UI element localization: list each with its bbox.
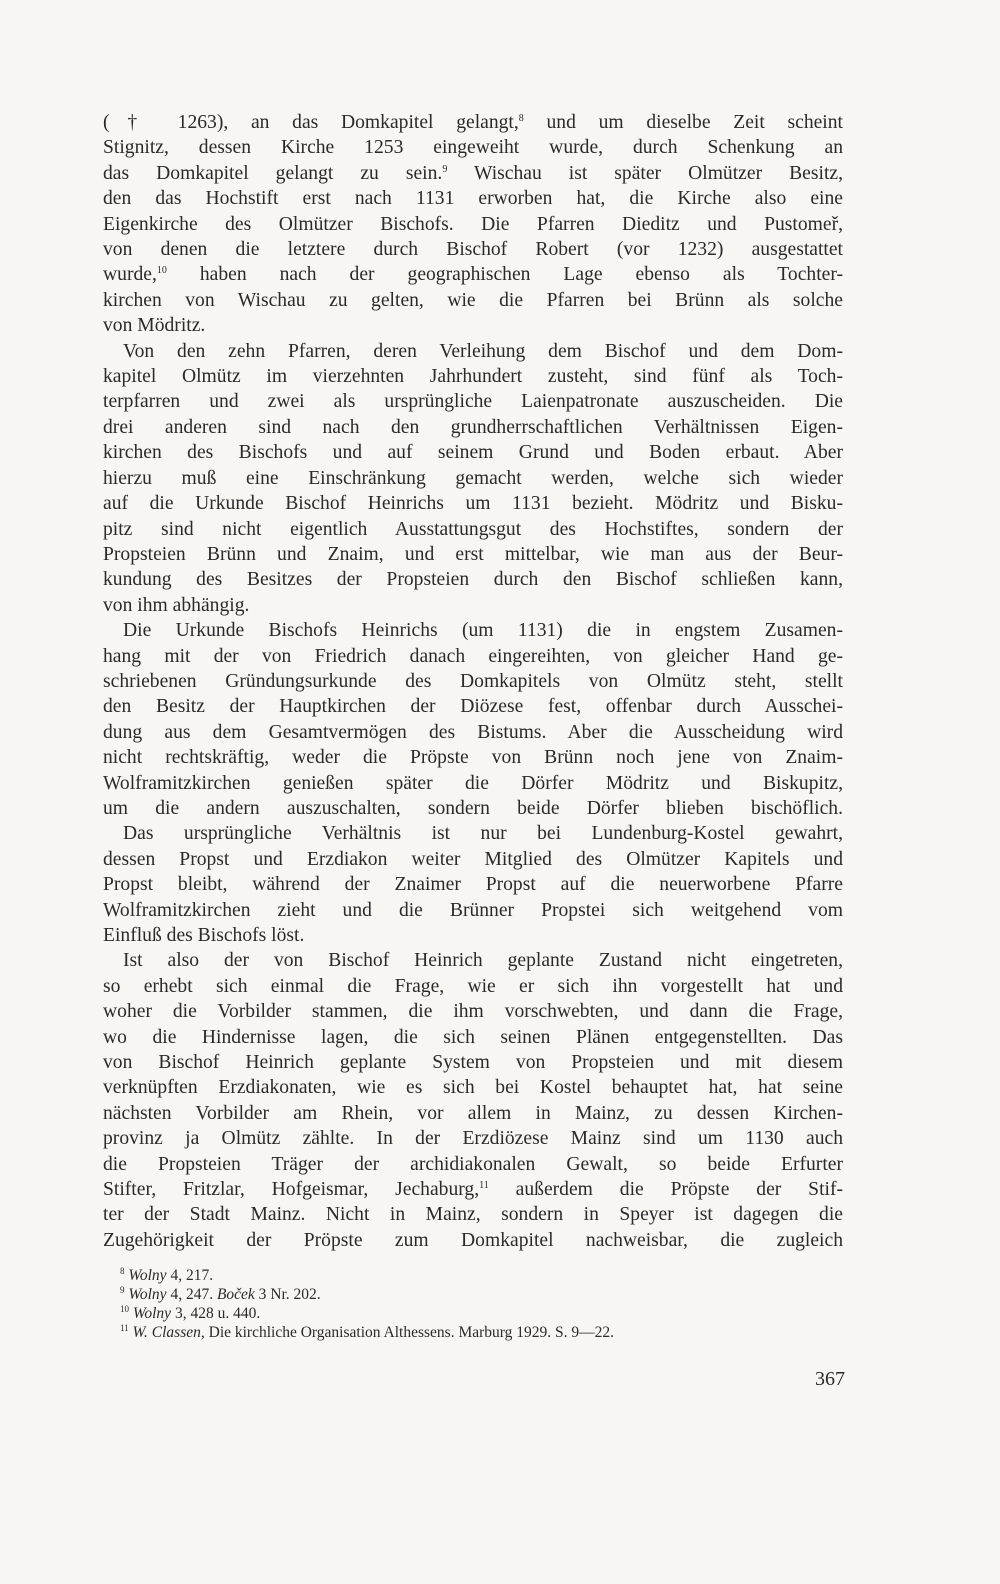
body-text [103,110,843,1253]
footnote-text: Die kirchliche Organisation Althessens. Marburg 1929. S. 9—22. [204,1324,615,1341]
text-segment: Stignitz, dessen Kirche 1253 eingeweiht wurde, durch Schenkung an [103,137,843,159]
text-line [103,262,843,287]
text-segment: Die Urkunde Bischofs Heinrichs (um 1131) die in engstem Zusamen- [123,620,843,642]
text-line [103,364,843,389]
text-line [103,898,843,923]
text-segment: haben nach der geographischen Lage ebenso als Tochter- [166,264,843,286]
text-segment: um die andern auszuschalten, sondern beide Dörfer blieben bischöflich. [103,797,843,819]
page-number: 367 [815,1368,845,1390]
footnote-number: 11 [120,1323,129,1333]
footnote-number: 8 [120,1266,125,1276]
text-line [103,389,843,414]
text-segment: Stifter, Fritzlar, Hofgeismar, Jechaburg, [103,1179,480,1201]
text-line [103,466,843,491]
text-line [103,237,843,262]
text-segment: dessen Propst und Erzdiakon weiter Mitglied des Olmützer Kapitels und [103,848,843,870]
text-segment: und um dieselbe Zeit scheint [523,112,843,133]
footnote-marker: 8 [518,113,524,124]
text-line [103,821,843,846]
text-line [103,669,843,694]
text-line [103,720,843,745]
text-segment: das Domkapitel gelangt zu sein. [103,162,443,184]
text-segment: wo die Hindernisse lagen, die sich seinen Plänen entgegenstellten. Das [103,1026,843,1048]
text-line [103,923,843,948]
text-line [103,1152,843,1177]
text-segment: auf die Urkunde Bischof Heinrichs um 1131 bezieht. Mödritz und Bisku- [103,493,843,515]
text-line [103,415,843,440]
text-line [103,1050,843,1075]
text-line [103,593,843,618]
text-segment: Das ursprüngliche Verhältnis ist nur bei Lundenburg-Kostel gewahrt, [123,823,843,845]
text-line [103,339,843,364]
text-segment: pitz sind nicht eigentlich Ausstattungsgut des Hochstiftes, sondern der [103,518,843,540]
footnote-author: Wolny [128,1286,167,1303]
footnote-marker: 11 [479,1180,489,1192]
text-line [103,999,843,1024]
text-segment: wurde, [103,264,157,286]
text-line [103,1025,843,1050]
text-line [103,974,843,999]
footnote-number: 10 [120,1304,129,1314]
text-segment: Von den zehn Pfarren, deren Verleihung dem Bischof und dem Dom- [123,340,843,362]
text-segment: Propsteien Brünn und Znaim, und erst mittelbar, wie man aus der Beur- [103,543,843,565]
text-line [103,135,843,160]
footnote [120,1323,860,1342]
text-line [103,1228,843,1253]
footnote-marker: 9 [442,163,448,175]
text-segment: den Besitz der Hauptkirchen der Diözese fest, offenbar durch Ausschei- [103,696,843,718]
text-segment: nicht rechtskräftig, weder die Pröpste von Brünn noch jene von Znaim- [103,747,843,769]
text-segment: den das Hochstift erst nach 1131 erworben hat, die Kirche also eine [103,188,843,210]
text-line [103,694,843,719]
footnote-text: 4, 247. [166,1286,217,1303]
text-segment: Eigenkirche des Olmützer Bischofs. Die Pfarren Dieditz und Pustomeř, [103,213,843,235]
text-segment: Wolframitzkirchen zieht und die Brünner Propstei sich weitgehend vom [103,899,843,921]
text-segment: terpfarren und zwei als ursprüngliche Laienpatronate auszuscheiden. Die [103,391,843,413]
text-line [103,212,843,237]
text-segment: Einfluß des Bischofs löst. [103,925,305,946]
text-segment: († 1263), an das Domkapitel gelangt, [103,112,519,133]
footnotes [120,1266,860,1342]
text-segment: Propst bleibt, während der Znaimer Propst auf die neuerworbene Pfarre [103,874,843,896]
text-segment: provinz ja Olmütz zählte. In der Erzdiözese Mainz sind um 1130 auch [103,1128,843,1150]
text-line [103,186,843,211]
text-segment: hang mit der von Friedrich danach eingereihten, von gleicher Hand ge- [103,645,843,667]
text-line [103,1177,843,1202]
text-line [103,796,843,821]
text-segment: hierzu muß eine Einschränkung gemacht werden, welche sich wieder [103,467,843,489]
text-line [103,288,843,313]
text-segment: nächsten Vorbilder am Rhein, vor allem in Mainz, zu dessen Kirchen- [103,1102,843,1124]
text-line [103,771,843,796]
text-line [103,847,843,872]
footnote-author: Wolny [132,1305,172,1322]
footnote-marker: 10 [156,265,167,277]
text-segment: die Propsteien Träger der archidiakonalen Gewalt, so beide Erfurter [103,1153,843,1175]
footnote-text: 4, 217. [166,1267,214,1284]
text-segment: Ist also der von Bischof Heinrich geplante Zustand nicht eingetreten, [123,950,843,972]
footnote [120,1285,860,1304]
text-line [103,110,843,135]
text-line [103,517,843,542]
text-segment: Wischau ist später Olmützer Besitz, [447,162,843,184]
text-line [103,1075,843,1100]
text-line [103,644,843,669]
text-segment: kapitel Olmütz im vierzehnten Jahrhundert zusteht, sind fünf als Toch- [103,366,843,388]
footnote-author: W. Classen, [132,1324,205,1341]
footnote-text: 3, 428 u. 440. [171,1305,261,1322]
text-segment: von Mödritz. [103,315,206,337]
text-line [103,618,843,643]
text-line [103,567,843,592]
text-segment: von Bischof Heinrich geplante System von Propsteien und mit diesem [103,1052,843,1074]
text-segment: verknüpften Erzdiakonaten, wie es sich bei Kostel behauptet hat, hat seine [103,1077,843,1099]
text-segment: kirchen des Bischofs und auf seinem Grund und Boden erbaut. Aber [103,442,843,464]
text-line [103,440,843,465]
footnote-author: Boček [216,1286,255,1303]
footnote [120,1266,860,1285]
text-segment: Wolframitzkirchen genießen später die Dörfer Mödritz und Biskupitz, [103,772,843,794]
text-segment: von denen die letztere durch Bischof Robert (vor 1232) ausgestattet [103,239,843,261]
text-segment: von ihm abhängig. [103,594,250,616]
text-line [103,1126,843,1151]
text-line [103,542,843,567]
text-line [103,1202,843,1227]
text-segment: ter der Stadt Mainz. Nicht in Mainz, sondern in Speyer ist dagegen die [103,1204,843,1226]
text-segment: schriebenen Gründungsurkunde des Domkapitels von Olmütz steht, stellt [103,670,843,692]
text-segment: Zugehörigkeit der Pröpste zum Domkapitel nachweisbar, die zugleich [103,1229,843,1251]
text-segment: außerdem die Pröpste der Stif- [488,1179,844,1201]
text-segment: dung aus dem Gesamtvermögen des Bistums. Aber die Ausscheidung wird [103,721,843,743]
text-line [103,313,843,338]
footnote [120,1304,860,1323]
text-line [103,161,843,186]
text-segment: kundung des Besitzes der Propsteien durch den Bischof schließen kann, [103,569,843,591]
text-line [103,745,843,770]
text-line [103,948,843,973]
text-line [103,1101,843,1126]
footnote-number: 9 [120,1285,125,1295]
text-segment: kirchen von Wischau zu gelten, wie die Pfarren bei Brünn als solche [103,289,843,311]
footnote-author: Wolny [128,1267,167,1284]
footnote-text: 3 Nr. 202. [254,1286,321,1303]
text-segment: so erhebt sich einmal die Frage, wie er sich ihn vorgestellt hat und [103,975,843,997]
text-segment: drei anderen sind nach den grundherrschaftlichen Verhältnissen Eigen- [103,416,843,438]
text-line [103,491,843,516]
text-segment: woher die Vorbilder stammen, die ihm vorschwebten, und dann die Frage, [103,1001,843,1023]
text-line [103,872,843,897]
